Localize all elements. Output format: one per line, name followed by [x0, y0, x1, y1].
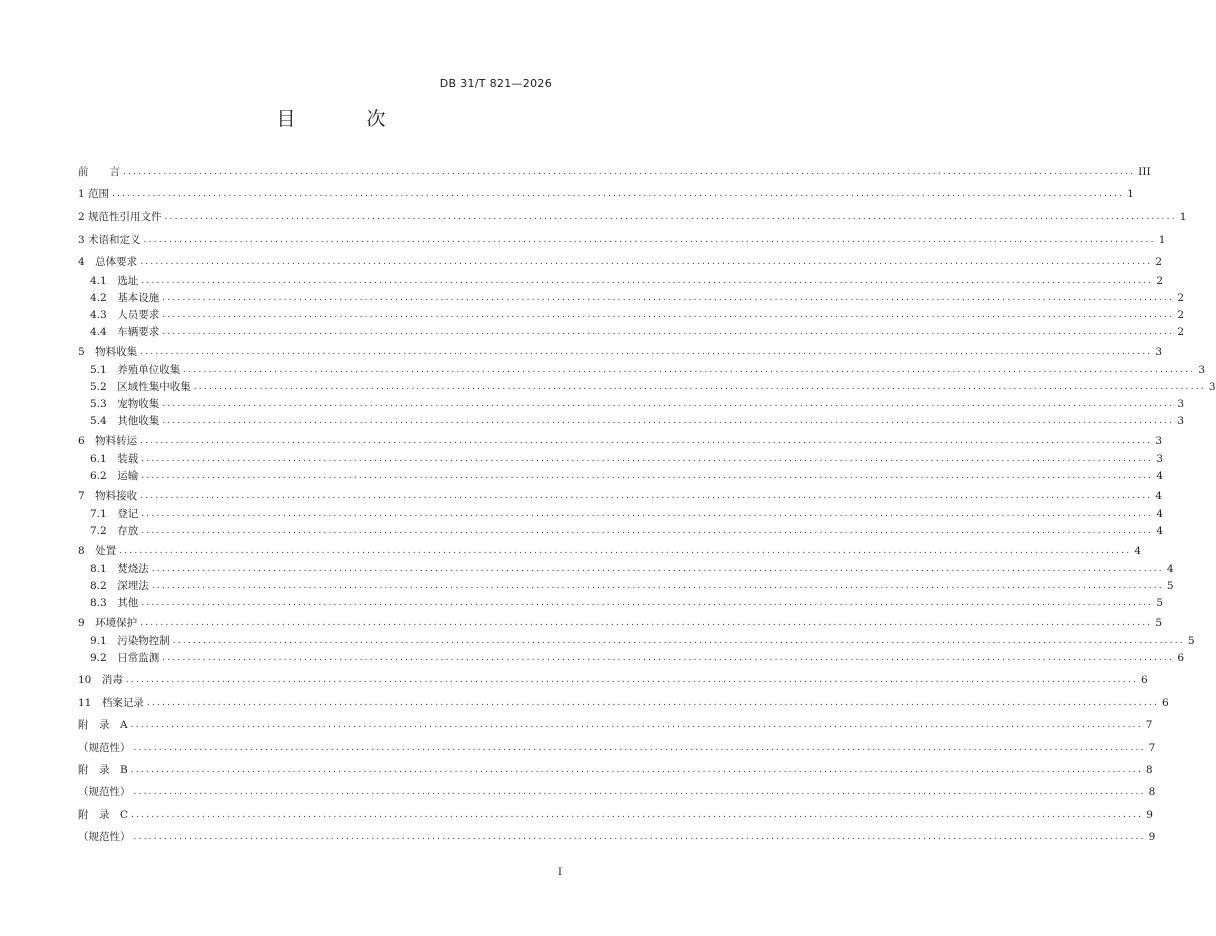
toc-entry[interactable] [78, 506, 1164, 522]
toc-entry-label: 5.3 宠物收集 [90, 398, 160, 410]
toc-entry-label: （规范性） [78, 786, 131, 798]
toc-leader-dots: ........................................................................................................................................................................................................ [141, 509, 1154, 519]
toc-entry-page: 5 [1155, 617, 1163, 629]
toc-leader-dots: ........................................................................................................................................................................................................ [141, 454, 1154, 464]
toc-entry-page: 7 [1148, 742, 1156, 754]
toc-entry-page: 2 [1177, 292, 1185, 304]
toc-entry-label: 5.2 区域性集中收集 [90, 381, 191, 393]
toc-leader-dots: ........................................................................................................................................................................................................ [183, 365, 1196, 375]
toc-entry[interactable] [78, 324, 1185, 340]
toc-leader-dots: ........................................................................................................................................................................................................ [143, 235, 1156, 245]
toc-entry-label: 9.2 日常监测 [90, 652, 160, 664]
toc-leader-dots: ........................................................................................................................................................................................................ [140, 347, 1153, 357]
toc-leader-dots: ........................................................................................................................................................................................................ [162, 310, 1175, 320]
toc-leader-dots: ........................................................................................................................................................................................................ [162, 653, 1175, 663]
toc-entry-page: 9 [1148, 831, 1156, 843]
toc-entry-page: 3 [1208, 381, 1216, 393]
toc-entry-label: 6 物料转运 [78, 435, 138, 447]
toc-leader-dots: ........................................................................................................................................................................................................ [162, 293, 1175, 303]
toc-leader-dots: ........................................................................................................................................................................................................ [130, 720, 1143, 730]
toc-entry[interactable] [78, 254, 1163, 270]
toc-entry-page: 4 [1156, 525, 1164, 537]
toc-entry-label: 附 录 A [78, 719, 128, 731]
toc-entry[interactable] [78, 488, 1163, 504]
toc-entry-label: 11 档案记录 [78, 697, 144, 709]
toc-leader-dots: ........................................................................................................................................................................................................ [141, 471, 1154, 481]
toc-entry-label: 8 处置 [78, 545, 117, 557]
toc-entry-page: 6 [1141, 674, 1148, 686]
toc-entry[interactable] [78, 740, 1156, 756]
toc-entry-label: 5.4 其他收集 [90, 415, 160, 427]
toc-entry-page: 9 [1146, 809, 1153, 821]
toc-leader-dots: ........................................................................................................................................................................................................ [119, 546, 1132, 556]
toc-entry[interactable] [78, 807, 1153, 823]
page-title: 目 次 [276, 108, 412, 130]
toc-entry-label: 10 消毒 [78, 674, 123, 686]
toc-entry-label: （规范性） [78, 742, 131, 754]
toc-entry[interactable] [78, 543, 1142, 559]
toc-entry[interactable] [78, 468, 1164, 484]
toc-leader-dots: ........................................................................................................................................................................................................ [172, 636, 1185, 646]
toc-leader-dots: ........................................................................................................................................................................................................ [141, 526, 1154, 536]
toc-entry-label: 5.1 养殖单位收集 [90, 364, 181, 376]
toc-entry-page: 2 [1156, 275, 1164, 287]
toc-leader-dots: ........................................................................................................................................................................................................ [140, 618, 1153, 628]
toc-leader-dots: ........................................................................................................................................................................................................ [131, 810, 1144, 820]
toc-entry-label: 6.2 运输 [90, 470, 139, 482]
toc-entry-label: 2 规范性引用文件 [78, 211, 162, 223]
toc-entry-page: 1 [1127, 188, 1134, 200]
toc-leader-dots: ........................................................................................................................................................................................................ [162, 416, 1175, 426]
toc-entry-label: 7.1 登记 [90, 508, 139, 520]
toc-entry[interactable] [78, 273, 1164, 289]
toc-leader-dots: ........................................................................................................................................................................................................ [133, 743, 1146, 753]
toc-entry[interactable] [78, 362, 1206, 378]
toc-entry-label: 4.1 选址 [90, 275, 139, 287]
toc-entry[interactable] [78, 344, 1163, 360]
toc-entry[interactable] [78, 672, 1148, 688]
standard-code: DB 31/T 821—2026 [439, 77, 552, 90]
toc-entry-page: 2 [1177, 309, 1185, 321]
toc-entry[interactable] [78, 561, 1174, 577]
toc-entry[interactable] [78, 209, 1187, 225]
toc-leader-dots: ........................................................................................................................................................................................................ [151, 564, 1164, 574]
toc-entry[interactable] [78, 695, 1169, 711]
toc-entry-label: 3 术语和定义 [78, 234, 141, 246]
toc-entry-label: 1 范围 [78, 188, 110, 200]
toc-entry-label: 4 总体要求 [78, 256, 138, 268]
toc-entry[interactable] [78, 633, 1195, 649]
toc-leader-dots: ........................................................................................................................................................................................................ [141, 598, 1154, 608]
toc-entry-page: 3 [1177, 415, 1185, 427]
toc-entry[interactable] [78, 451, 1164, 467]
toc-leader-dots: ........................................................................................................................................................................................................ [125, 675, 1139, 685]
toc-leader-dots: ........................................................................................................................................................................................................ [130, 765, 1143, 775]
toc-leader-dots: ........................................................................................................................................................................................................ [162, 399, 1175, 409]
toc-entry[interactable] [78, 307, 1185, 323]
toc-leader-dots: ........................................................................................................................................................................................................ [193, 382, 1206, 392]
toc-entry-page: 4 [1156, 470, 1164, 482]
toc-leader-dots: ........................................................................................................................................................................................................ [140, 257, 1153, 267]
toc-leader-dots: ........................................................................................................................................................................................................ [140, 436, 1153, 446]
toc-entry[interactable] [78, 186, 1134, 202]
toc-entry-label: 5 物料收集 [78, 346, 138, 358]
page-number: I [558, 867, 562, 878]
toc-entry[interactable] [78, 762, 1153, 778]
toc-entry-page: 1 [1158, 234, 1166, 246]
toc-leader-dots: ........................................................................................................................................................................................................ [164, 212, 1177, 222]
toc-leader-dots: ........................................................................................................................................................................................................ [133, 832, 1146, 842]
toc-entry-label: 8.1 焚烧法 [90, 563, 149, 575]
toc-entry-label: 8.3 其他 [90, 597, 139, 609]
toc-entry-label: 附 录 B [78, 764, 128, 776]
toc-entry-label: 前 言 [78, 166, 120, 178]
toc-entry-page: 7 [1145, 719, 1153, 731]
toc-entry-page: 4 [1134, 545, 1142, 557]
toc-leader-dots: ........................................................................................................................................................................................................ [112, 189, 1125, 199]
toc-entry[interactable] [78, 615, 1163, 631]
toc-entry[interactable] [78, 784, 1156, 800]
toc-entry-page: 2 [1177, 326, 1185, 338]
toc-leader-dots: ........................................................................................................................................................................................................ [146, 698, 1160, 708]
toc-entry-page: 5 [1187, 635, 1195, 647]
toc-entry-label: 7 物料接收 [78, 490, 138, 502]
toc-entry[interactable] [78, 396, 1185, 412]
toc-entry-page: 8 [1148, 786, 1156, 798]
toc-leader-dots: ........................................................................................................................................................................................................ [151, 581, 1164, 591]
toc-entry-page: 1 [1179, 211, 1187, 223]
toc-entry-page: 4 [1166, 563, 1174, 575]
toc-entry-label: 9 环境保护 [78, 617, 138, 629]
toc-entry-page: 3 [1155, 435, 1163, 447]
toc-entry[interactable] [78, 413, 1185, 429]
toc-entry-page: 3 [1156, 453, 1164, 465]
toc-entry-label: 9.1 污染物控制 [90, 635, 170, 647]
toc-leader-dots: ........................................................................................................................................................................................................ [140, 491, 1153, 501]
toc-leader-dots: ........................................................................................................................................................................................................ [141, 276, 1154, 286]
toc-entry-page: 8 [1145, 764, 1153, 776]
toc-entry[interactable] [78, 290, 1185, 306]
toc-entry-page: 6 [1177, 652, 1185, 664]
toc-entry-label: 4.4 车辆要求 [90, 326, 160, 338]
toc-entry-page: 2 [1155, 256, 1163, 268]
toc-entry-page: 3 [1198, 364, 1206, 376]
toc-entry[interactable] [78, 650, 1185, 666]
toc-entry-page: 3 [1155, 346, 1163, 358]
toc-entry[interactable] [78, 829, 1156, 845]
toc-entry[interactable] [78, 595, 1164, 611]
toc-leader-dots: ........................................................................................................................................................................................................ [162, 327, 1175, 337]
toc-entry-page: 5 [1166, 580, 1174, 592]
toc-entry-label: 6.1 装载 [90, 453, 139, 465]
toc-leader-dots: ........................................................................................................................................................................................................ [123, 167, 1136, 177]
toc-entry[interactable] [78, 717, 1153, 733]
toc-entry-label: 8.2 深埋法 [90, 580, 149, 592]
toc-entry-label: 4.2 基本设施 [90, 292, 160, 304]
toc-entry[interactable] [78, 433, 1163, 449]
toc-entry-page: 4 [1156, 508, 1164, 520]
toc-entry[interactable] [78, 232, 1166, 248]
toc-entry-label: （规范性） [78, 831, 131, 843]
toc-entry-page: 5 [1156, 597, 1164, 609]
toc-entry-label: 附 录 C [78, 809, 129, 821]
toc-leader-dots: ........................................................................................................................................................................................................ [133, 787, 1146, 797]
toc-entry[interactable] [78, 379, 1216, 395]
toc-entry-label: 4.3 人员要求 [90, 309, 160, 321]
toc-entry-page: 6 [1162, 697, 1169, 709]
toc-entry-page: 3 [1177, 398, 1185, 410]
toc-entry[interactable] [78, 578, 1174, 594]
toc-entry-page: III [1138, 166, 1151, 178]
toc-entry-page: 4 [1155, 490, 1163, 502]
toc-entry[interactable] [78, 523, 1164, 539]
toc-entry[interactable] [78, 164, 1151, 180]
toc-entry-label: 7.2 存放 [90, 525, 139, 537]
